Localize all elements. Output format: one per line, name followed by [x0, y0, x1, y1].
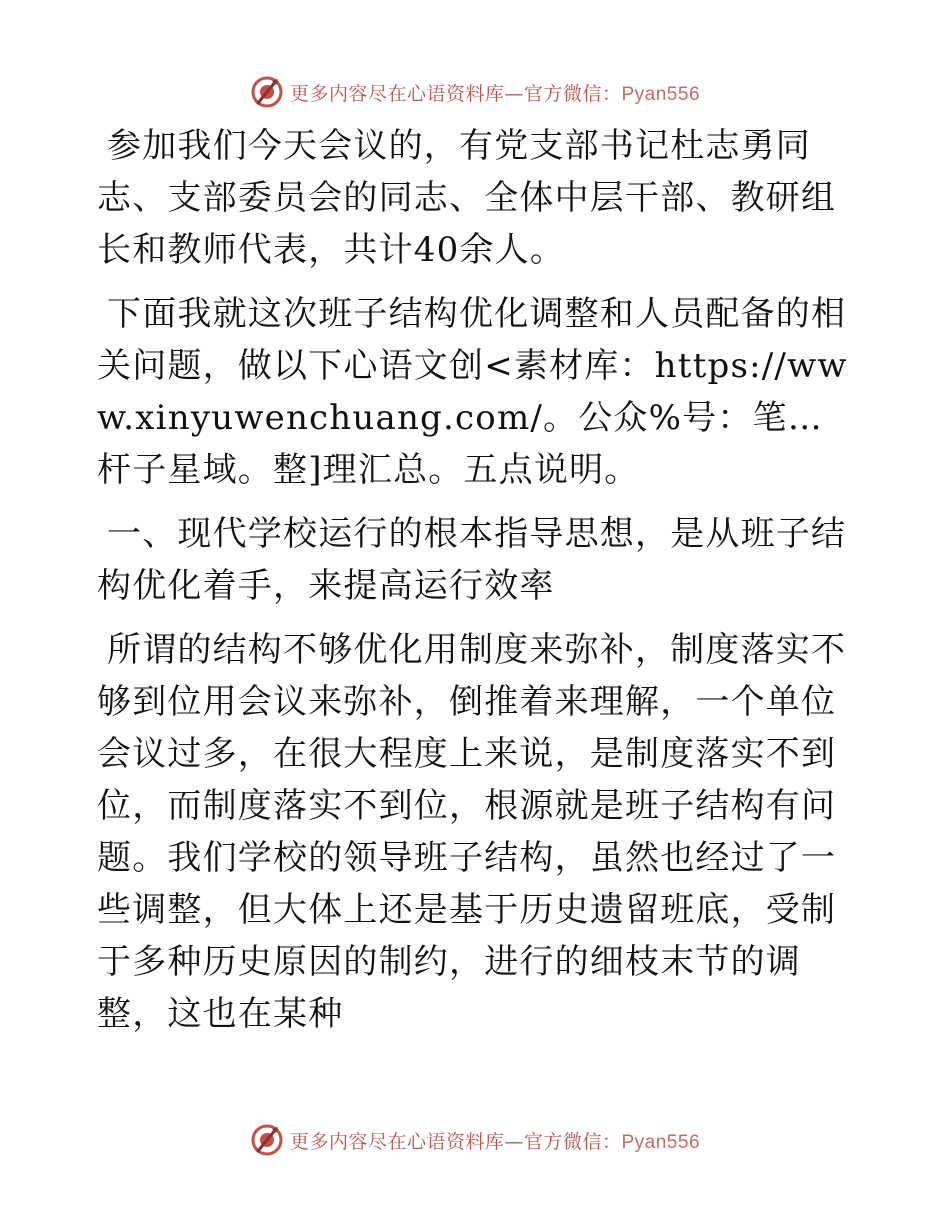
paragraph-intro: 下面我就这次班子结构优化调整和人员配备的相关问题，做以下心语文创<素材库：https://www.xinyuwenchuang.com/。公众%号：笔…杆子星域。整]理汇总。五点说明。 — [97, 294, 848, 490]
watermark-label: 官方微信： — [523, 82, 622, 105]
watermark-text — [290, 79, 700, 106]
brand-logo-icon — [250, 1123, 284, 1157]
paragraph-structure: 所谓的结构不够优化用制度来弥补，制度落实不够到位用会议来弥补，倒推着来理解，一个单位会议过多，在很大程度上来说，是制度落实不到位，而制度落实不到位，根源就是班子结构有问题。我们学校的领导班子结构，虽然也经过了一些调整，但大体上还是基于历史遗留班底，受制于多种历史原因的制约，进行的细枝末节的调整，这也在某种 — [97, 630, 847, 1034]
header-watermark-banner — [0, 72, 950, 112]
watermark-site: 更多内容尽在心语资料库 — [289, 82, 505, 105]
section-heading-one: 一、现代学校运行的根本指导思想，是从班子结构优化着手，来提高运行效率 — [97, 514, 847, 606]
watermark-handle: Pyan556 — [621, 1131, 701, 1153]
watermark-text — [290, 1127, 700, 1154]
paragraph-attendees: 参加我们今天会议的，有党支部书记杜志勇同志、支部委员会的同志、全体中层干部、教研组长和教师代表，共计40余人。 — [97, 126, 837, 270]
document-body — [97, 120, 857, 1052]
footer-watermark-banner — [0, 1120, 950, 1160]
watermark-dash: — — [504, 1130, 524, 1153]
watermark-handle: Pyan556 — [621, 83, 701, 105]
watermark-site: 更多内容尽在心语资料库 — [289, 1130, 505, 1153]
watermark-dash: — — [504, 82, 524, 105]
watermark-label: 官方微信： — [523, 1130, 622, 1153]
brand-logo-icon — [250, 75, 284, 109]
